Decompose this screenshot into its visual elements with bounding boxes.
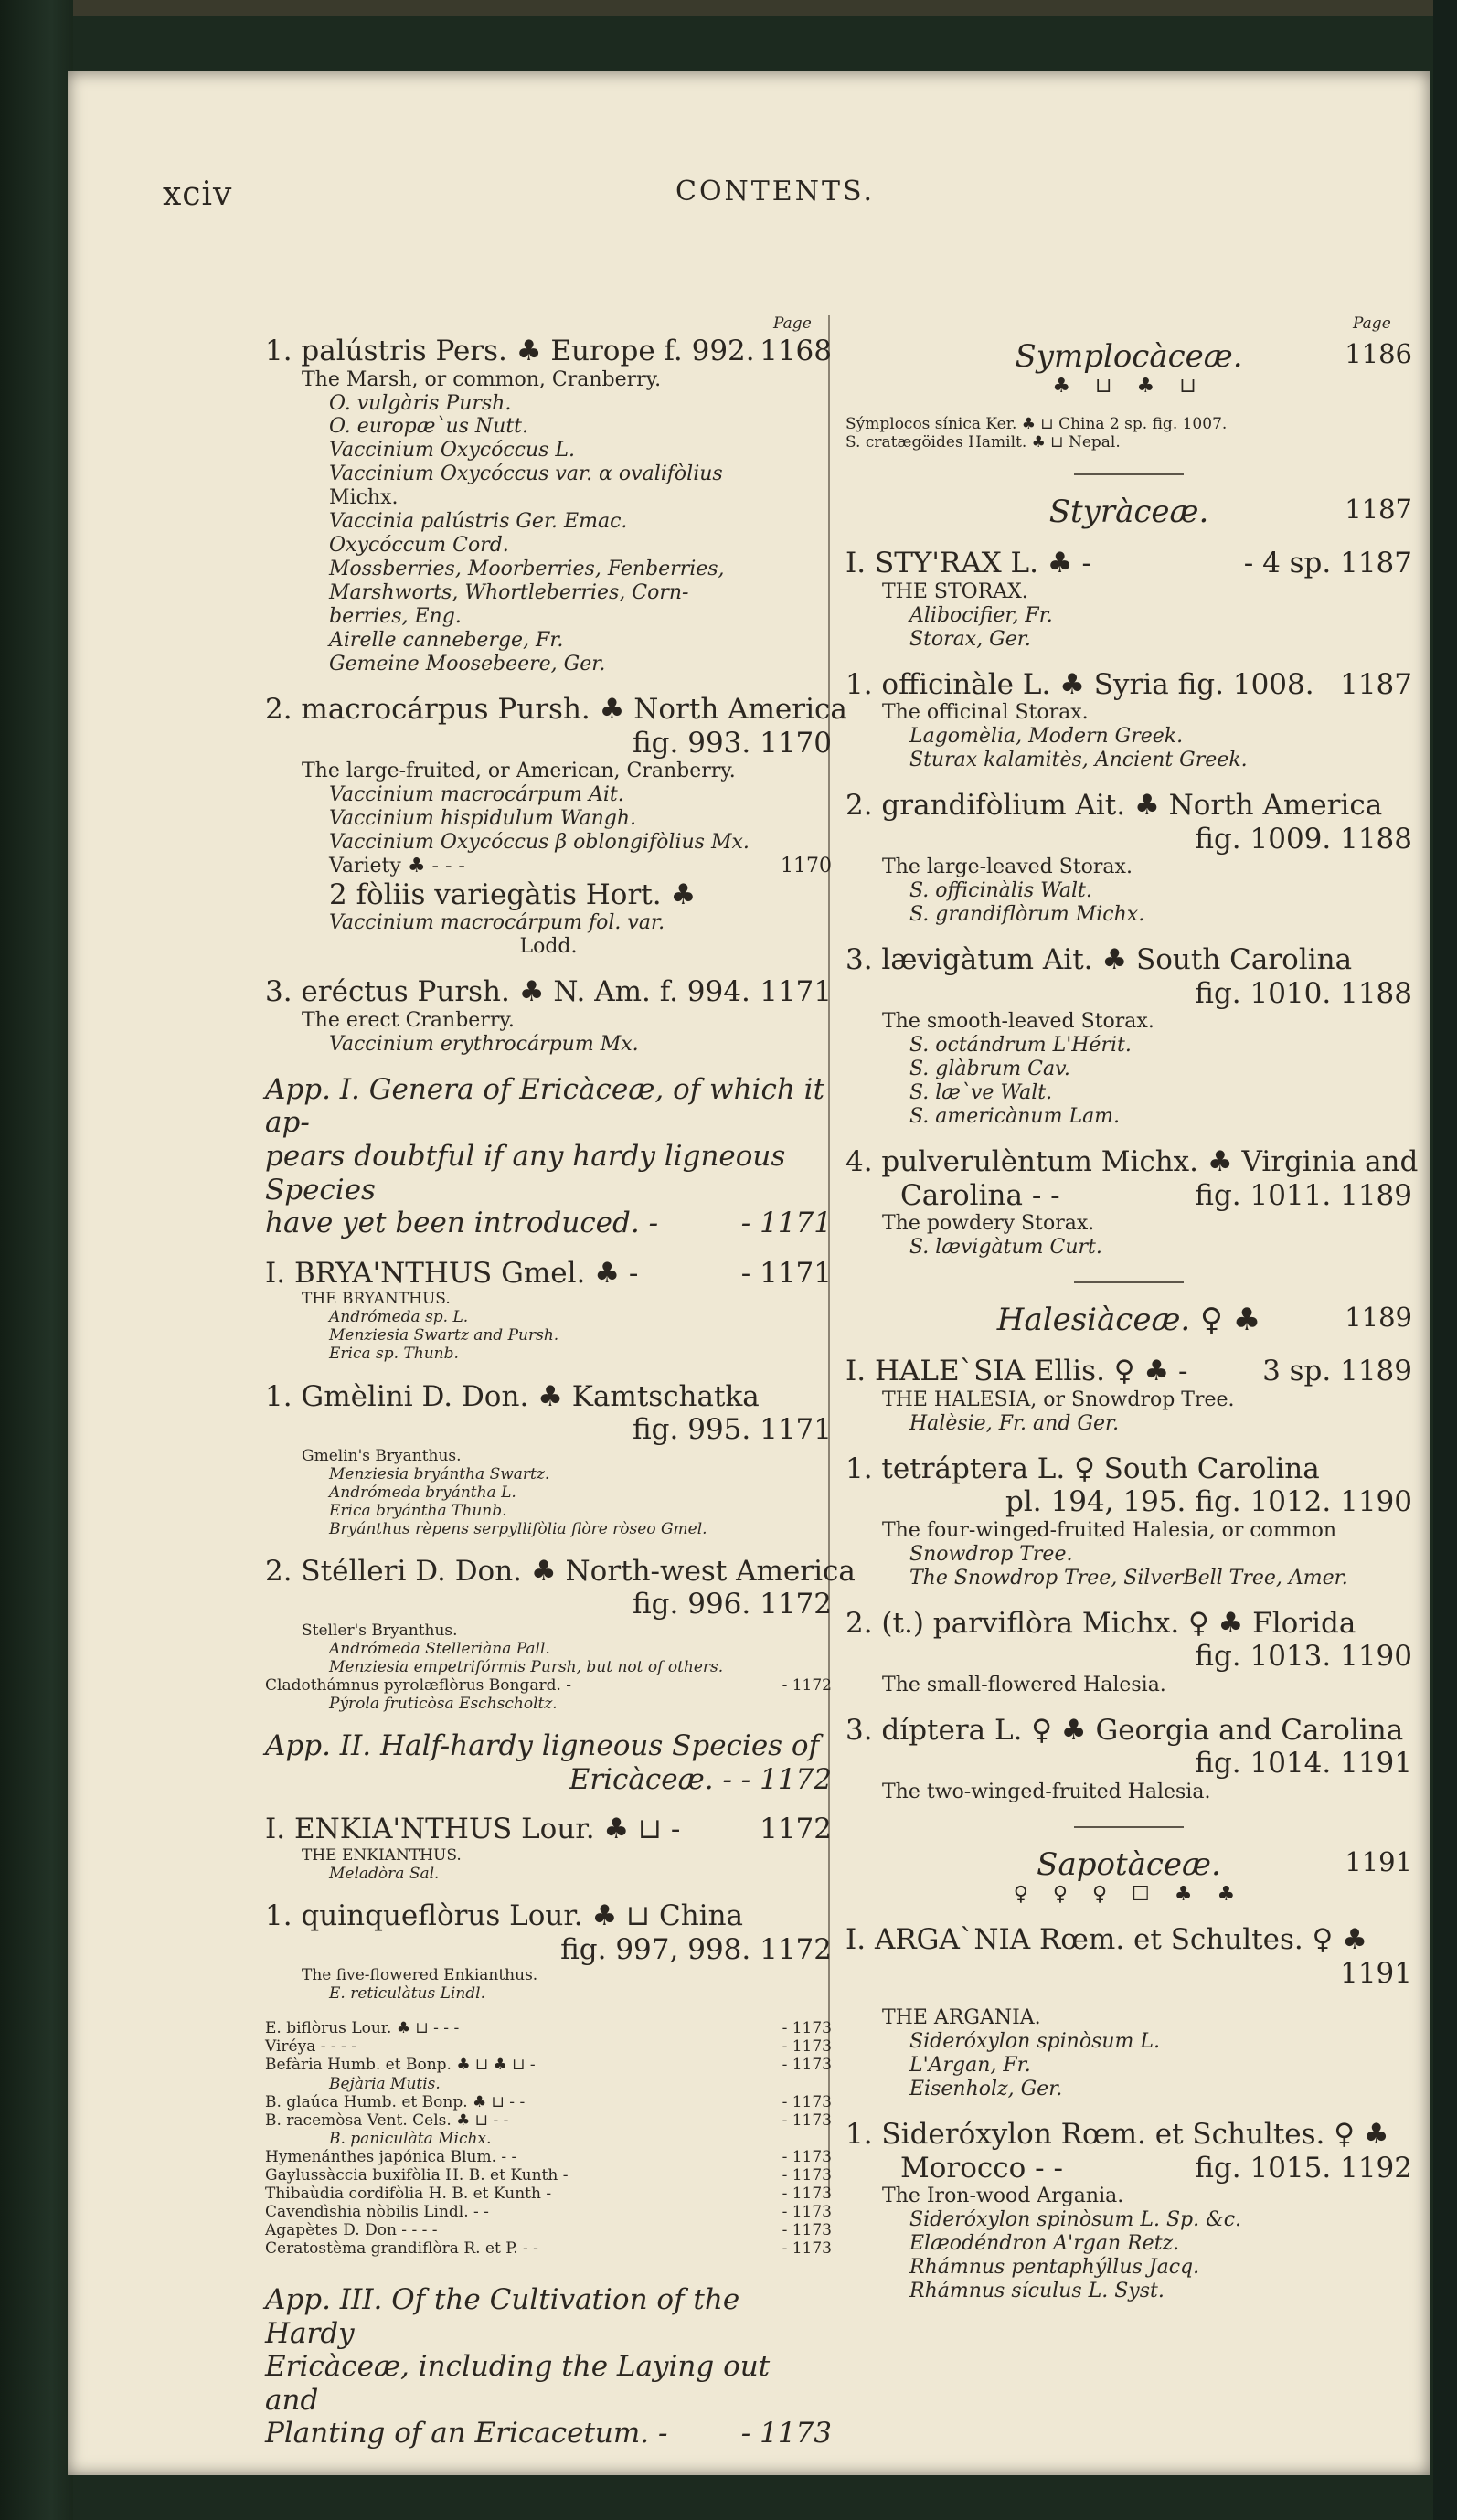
entry-page: - 1171: [740, 1207, 832, 1240]
entry-line: Menziesia empetrifórmis Pursh, but not of others.: [329, 1658, 724, 1677]
entry-row: [265, 2148, 832, 2166]
order-heading: [845, 338, 1412, 375]
entry-line: Steller's Bryanthus.: [302, 1622, 458, 1641]
entry-line: Marshworts, Whortleberries, Corn-: [329, 581, 689, 605]
page-label-left: Page: [773, 314, 812, 333]
entry-row: [845, 2152, 1412, 2185]
entry-line: Erica bryántha Thunb.: [329, 1501, 507, 1520]
entry-text: 2. (t.) parviflòra Michx. ♀ ♣ Florida: [845, 1606, 1356, 1640]
entry-row: [265, 2037, 832, 2056]
entry-line: Airelle canneberge, Fr.: [329, 629, 564, 653]
entry-line: Bejària Mutis.: [329, 2074, 441, 2093]
entry-page: fig. 993. 1170: [633, 726, 832, 760]
entry-line: The Snowdrop Tree, SilverBell Tree, Amer.: [909, 1566, 1348, 1590]
entry-page: - 1171: [740, 1256, 832, 1290]
entry-row: [265, 855, 832, 878]
scan-left-binding: [0, 0, 73, 2520]
entry-line: The Iron-wood Argania.: [882, 2185, 1124, 2208]
entry-line: The large-fruited, or American, Cranberry.: [302, 760, 736, 783]
order-page: 1186: [1345, 338, 1412, 369]
entry-row: [265, 975, 832, 1009]
entry-row: [265, 2111, 832, 2130]
spacer: [845, 1436, 1412, 1452]
entry-line: Snowdrop Tree.: [909, 1542, 1073, 1566]
spacer: [845, 1990, 1412, 2006]
entry-row: [265, 2203, 832, 2221]
entry-line: Michx.: [329, 486, 399, 510]
spacer: [845, 652, 1412, 668]
entry-row: [845, 1485, 1412, 1519]
entry-row: [845, 547, 1412, 580]
entry-page: fig. 996. 1172: [633, 1588, 832, 1622]
entry-text: 3. lævigàtum Ait. ♣ South Carolina: [845, 943, 1353, 977]
spacer: [845, 1338, 1412, 1355]
entry-line: Lagomèlia, Modern Greek.: [909, 725, 1184, 749]
entry-text: I. STY'RAX L. ♣ -: [845, 547, 1091, 580]
entry-row: [265, 1933, 832, 1967]
spacer: [845, 399, 1412, 415]
entry-page: fig. 1009. 1188: [1195, 822, 1412, 856]
entry-line: Sturax kalamitès, Ancient Greek.: [909, 749, 1248, 772]
entry-line: Menziesia bryántha Swartz.: [329, 1464, 550, 1483]
entry-page: fig. 1013. 1190: [1195, 1640, 1412, 1674]
entry-line: S. americànum Lam.: [909, 1105, 1121, 1129]
entry-row: [845, 1179, 1412, 1213]
entry-line: O. europæ`us Nutt.: [329, 415, 528, 439]
spacer: [845, 772, 1412, 789]
entry-line: Vaccinium hispidulum Wangh.: [329, 807, 637, 831]
entry-row: [265, 2056, 832, 2074]
entry-page: 1191: [1340, 1956, 1412, 1990]
entry-row: [265, 1899, 832, 1933]
entry-line: The powdery Storax.: [882, 1212, 1095, 1236]
entry-row: [845, 433, 1412, 452]
entry-text: Cladothámnus pyrolæflòrus Bongard. -: [265, 1676, 572, 1696]
entry-line: Oxycóccum Cord.: [329, 534, 509, 558]
entry-line: Vaccinium macrocárpum fol. var.: [329, 911, 665, 935]
entry-line: Storax, Ger.: [909, 627, 1031, 651]
entry-line: The erect Cranberry.: [302, 1008, 515, 1032]
entry-line: E. reticulàtus Lindl.: [329, 1984, 486, 2004]
entry-line: The small-flowered Halesia.: [882, 1673, 1166, 1696]
entry-row: [265, 1588, 832, 1622]
entry-line: S. octándrum L'Hérit.: [909, 1034, 1132, 1058]
order-name: Styràceæ.: [1048, 494, 1209, 531]
entry-line: Andrómeda bryántha L.: [329, 1483, 516, 1502]
entry-text: Gaylussàccia buxifòlia H. B. et Kunth -: [265, 2165, 569, 2185]
entry-row: [845, 415, 1412, 433]
entry-page: 1171: [760, 975, 832, 1009]
entry-line: 2 fòliis variegàtis Hort. ♣: [329, 877, 697, 911]
entry-line: berries, Eng.: [329, 605, 462, 629]
entry-line: Gmelin's Bryanthus.: [302, 1446, 462, 1465]
entry-page: - 1172: [782, 1676, 832, 1696]
order-name: Sapotàceæ.: [1037, 1845, 1221, 1883]
entry-text: I. ENKIA'NTHUS Lour. ♣ ⊔ -: [265, 1813, 681, 1846]
entry-row: [265, 2093, 832, 2111]
entry-text: Variety ♣ - - -: [329, 854, 465, 877]
entry-page: fig. 1015. 1192: [1195, 2151, 1412, 2185]
entry-page: Ericàceæ. - - 1172: [569, 1762, 832, 1796]
entry-line: The large-leaved Storax.: [882, 856, 1133, 879]
entry-row: [265, 1413, 832, 1447]
entry-line: Vaccinium Oxycóccus var. α ovalifòlius: [329, 463, 723, 486]
entry-page: - 1173: [740, 2417, 832, 2451]
order-name: Symplocàceæ.: [1015, 338, 1243, 375]
left-column: [265, 335, 856, 2451]
entry-line: Sideróxylon spinòsum L. Sp. &c.: [909, 2208, 1242, 2232]
entry-page: 1168: [760, 335, 832, 367]
entry-row: [845, 1607, 1412, 1641]
entry-row: [845, 977, 1412, 1011]
entry-text: 1. palústris Pers. ♣ Europe f. 992.: [265, 335, 755, 367]
right-column: [845, 338, 1419, 2303]
spacer: [845, 1590, 1412, 1607]
entry-line: THE BRYANTHUS.: [302, 1290, 451, 1309]
scan-right-edge: [1433, 0, 1457, 2520]
entry-page: pl. 194, 195. fig. 1012. 1190: [1005, 1485, 1412, 1519]
spacer: [845, 1697, 1412, 1714]
entry-page: - 1173: [782, 2037, 832, 2057]
entry-line: Vaccinia palústris Ger. Emac.: [329, 510, 628, 534]
entry-text: Agapètes D. Don - - - -: [265, 2220, 438, 2239]
spacer: [845, 1907, 1412, 1923]
entry-line: The two-winged-fruited Halesia.: [882, 1781, 1211, 1804]
entry-row: [845, 943, 1412, 977]
order-page: 1187: [1345, 494, 1412, 526]
entry-text: 1. Sideróxylon Rœm. et Schultes. ♀ ♣: [845, 2118, 1389, 2151]
entry-line: Vaccinium Oxycóccus β oblongifòlius Mx.: [329, 830, 750, 854]
entry-text: Cavendìshia nòbilis Lindl. - -: [265, 2202, 489, 2221]
entry-text: I. BRYA'NTHUS Gmel. ♣ -: [265, 1256, 639, 1290]
entry-text: 3. díptera L. ♀ ♣ Georgia and Carolina: [845, 1713, 1404, 1747]
spacer: [845, 927, 1412, 943]
entry-page: fig. 995. 1171: [633, 1413, 832, 1447]
entry-text: S. cratægöides Hamilt. ♣ ⊔ Nepal.: [845, 433, 1121, 452]
entry-row: [265, 2166, 832, 2185]
entry-page: - 1173: [782, 2202, 832, 2221]
entry-line: Lodd.: [519, 935, 578, 959]
entry-text: 1. quinqueflòrus Lour. ♣ ⊔ China: [265, 1899, 744, 1933]
entry-page: - 1173: [782, 2111, 832, 2130]
entry-text: Carolina - -: [900, 1178, 1060, 1212]
entry-line: Halèsie, Fr. and Ger.: [909, 1411, 1120, 1435]
entry-line: Andrómeda sp. L.: [329, 1308, 469, 1327]
entry-line: Sideróxylon spinòsum L.: [909, 2030, 1160, 2054]
entry-row: [265, 692, 847, 727]
entry-line: S. læ`ve Walt.: [909, 1081, 1053, 1105]
entry-row: [265, 1554, 856, 1589]
entry-text: 1. officinàle L. ♣ Syria fig. 1008.: [845, 667, 1314, 701]
spacer: [845, 530, 1412, 547]
entry-line: The four-winged-fruited Halesia, or common: [882, 1518, 1337, 1542]
entry-line: Vaccinium Oxycóccus L.: [329, 439, 576, 463]
entry-text: Viréya - - - -: [265, 2037, 356, 2057]
entry-row: [265, 2185, 832, 2203]
entry-text: 2. Stélleri D. Don. ♣ North-west America: [265, 1554, 856, 1588]
entry-row: [845, 1747, 1412, 1781]
entry-text: I. HALE`SIA Ellis. ♀ ♣ -: [845, 1355, 1188, 1388]
entry-line: Gemeine Moosebeere, Ger.: [329, 653, 606, 676]
entry-line: THE ENKIANTHUS.: [302, 1846, 462, 1866]
entry-page: 1170: [781, 854, 832, 877]
entry-row: [265, 1257, 832, 1291]
entry-row: [265, 2221, 832, 2239]
entry-page: - 4 sp. 1187: [1243, 547, 1412, 580]
entry-text: I. ARGA`NIA Rœm. et Schultes. ♀ ♣: [845, 1923, 1367, 1957]
entry-line: Menziesia Swartz and Pursh.: [329, 1326, 559, 1345]
entry-line: Andrómeda Stelleriàna Pall.: [329, 1640, 550, 1659]
entry-page: - 1173: [782, 2165, 832, 2185]
entry-line: Rhámnus sículus L. Syst.: [909, 2279, 1165, 2302]
section-rule: [1074, 1281, 1184, 1283]
entry-row: [265, 1380, 832, 1414]
entry-row: [265, 1676, 832, 1695]
entry-text: 3. eréctus Pursh. ♣ N. Am. f. 994.: [265, 975, 750, 1009]
entry-text: E. biflòrus Lour. ♣ ⊔ - - -: [265, 2019, 460, 2038]
entry-page: fig. 1014. 1191: [1195, 1747, 1412, 1781]
entry-page: fig. 997, 998. 1172: [560, 1932, 832, 1966]
page-number: xciv: [163, 175, 233, 213]
entry-page: fig. 1011. 1189: [1195, 1178, 1412, 1212]
entry-line: App. III. Of the Cultivation of the Hardy: [265, 2282, 740, 2350]
entry-line: The five-flowered Enkianthus.: [302, 1966, 538, 1985]
page-header: [163, 175, 1388, 221]
entry-row: [845, 1355, 1412, 1388]
entry-line: Alibocifier, Fr.: [909, 603, 1053, 627]
entry-line: The Marsh, or common, Cranberry.: [302, 367, 662, 391]
entry-line: pears doubtful if any hardy ligneous Species: [265, 1140, 786, 1207]
spacer: [265, 1713, 832, 1729]
entry-line: L'Argan, Fr.: [909, 2054, 1031, 2078]
entry-page: 1187: [1340, 667, 1412, 701]
spacer: [265, 959, 832, 975]
entry-page: - 1173: [782, 2147, 832, 2166]
entry-line: Ericàceæ, including the Laying out and: [265, 2350, 771, 2417]
entry-line: Pýrola fruticòsa Eschscholtz.: [329, 1695, 558, 1714]
section-rule: [1074, 473, 1184, 475]
entry-line: The smooth-leaved Storax.: [882, 1010, 1154, 1034]
order-heading: [845, 1302, 1412, 1338]
order-heading: [845, 494, 1412, 530]
habit-symbols: ♀ ♀ ♀ ☐ ♣ ♣: [1013, 1883, 1245, 1907]
spacer: [265, 1883, 832, 1899]
entry-row: [265, 727, 832, 760]
spacer: [265, 2258, 832, 2283]
entry-page: fig. 1010. 1188: [1195, 976, 1412, 1010]
entry-row: [265, 335, 832, 368]
entry-text: Befària Humb. et Bonp. ♣ ⊔ ♣ ⊔ -: [265, 2056, 536, 2075]
entry-text: 1. tetráptera L. ♀ South Carolina: [845, 1451, 1320, 1485]
entry-line: THE HALESIA, or Snowdrop Tree.: [882, 1388, 1235, 1411]
entry-row: [265, 1763, 832, 1797]
running-head: CONTENTS.: [675, 175, 875, 207]
entry-page: - 1173: [782, 2184, 832, 2203]
entry-line: Eisenholz, Ger.: [909, 2078, 1063, 2101]
spacer: [265, 1364, 832, 1380]
entry-page: - 1173: [782, 2019, 832, 2038]
entry-text: Thibaùdia cordifòlia H. B. et Kunth -: [265, 2184, 552, 2203]
entry-page: - 1173: [782, 2092, 832, 2111]
entry-row: [265, 2417, 832, 2451]
entry-line: THE ARGANIA.: [882, 2006, 1041, 2030]
entry-row: [845, 1957, 1412, 1991]
spacer: [845, 1129, 1412, 1145]
spacer: [265, 676, 832, 693]
entry-line: Bryánthus rèpens serpyllifòlia flòre ròseo Gmel.: [329, 1519, 707, 1538]
entry-line: S. glàbrum Cav.: [909, 1058, 1070, 1081]
entry-text: 2. grandifòlium Ait. ♣ North America: [845, 789, 1383, 823]
entry-row: [845, 1145, 1419, 1179]
entry-text: 1. Gmèlini D. Don. ♣ Kamtschatka: [265, 1379, 760, 1413]
entry-row: [845, 1714, 1412, 1748]
entry-line: App. II. Half-hardy ligneous Species of: [265, 1729, 820, 1763]
entry-line: Vaccinium macrocárpum Ait.: [329, 783, 624, 807]
entry-text: Planting of an Ericacetum. -: [265, 2417, 668, 2451]
entry-line: App. I. Genera of Ericàceæ, of which it ap-: [265, 1072, 825, 1140]
entry-row: [265, 2239, 832, 2258]
entry-line: S. officinàlis Walt.: [909, 879, 1092, 903]
entry-text: 2. macrocárpus Pursh. ♣ North America: [265, 692, 847, 726]
spacer: [845, 2101, 1412, 2118]
entry-line: S. grandiflòrum Michx.: [909, 903, 1145, 927]
spacer: [265, 1796, 832, 1813]
entry-row: [845, 1923, 1412, 1957]
entry-row: [265, 1813, 832, 1846]
entry-row: [845, 789, 1412, 823]
entry-text: have yet been introduced. -: [265, 1207, 659, 1240]
spacer: [265, 1057, 832, 1073]
scan-top-edge: [0, 0, 1457, 16]
entry-line: B. paniculàta Michx.: [329, 2129, 492, 2148]
entry-line: Elæodéndron A'rgan Retz.: [909, 2232, 1180, 2256]
entry-page: - 1173: [782, 2220, 832, 2239]
entry-page: - 1173: [782, 2056, 832, 2075]
entry-line: O. vulgàris Pursh.: [329, 391, 512, 415]
order-page: 1189: [1345, 1302, 1412, 1334]
entry-text: Morocco - -: [900, 2151, 1063, 2185]
entry-row: [845, 1640, 1412, 1674]
entry-line: Meladòra Sal.: [329, 1865, 440, 1884]
entry-row: [265, 2019, 832, 2037]
entry-page: 3 sp. 1189: [1262, 1355, 1412, 1388]
page-label-right: Page: [1353, 314, 1391, 333]
entry-line: Rhámnus pentaphýllus Jacq.: [909, 2256, 1200, 2280]
entry-line: Mossberries, Moorberries, Fenberries,: [329, 558, 725, 581]
entry-text: Ceratostèma grandiflòra R. et P. - -: [265, 2238, 538, 2258]
order-heading: [845, 1846, 1412, 1883]
entry-line: S. lævigàtum Curt.: [909, 1236, 1102, 1260]
entry-line: The officinal Storax.: [882, 701, 1089, 725]
entry-row: [845, 823, 1412, 856]
entry-text: B. glaúca Humb. et Bonp. ♣ ⊔ - -: [265, 2092, 526, 2111]
order-name: Halesiàceæ. ♀ ♣: [996, 1302, 1261, 1339]
entry-text: Hymenánthes japónica Blum. - -: [265, 2147, 517, 2166]
entry-line: Vaccinium erythrocárpum Mx.: [329, 1032, 639, 1056]
habit-symbols: ♣ ⊔ ♣ ⊔: [1052, 375, 1206, 399]
entry-text: 4. pulverulèntum Michx. ♣ Virginia and: [845, 1145, 1419, 1179]
spacer: [265, 1538, 832, 1555]
entry-text: Sýmplocos sínica Ker. ♣ ⊔ China 2 sp. fig. 1007.: [845, 415, 1228, 434]
entry-row: [265, 1207, 832, 1240]
entry-line: Erica sp. Thunb.: [329, 1345, 459, 1364]
entry-page: 1172: [760, 1813, 832, 1846]
spacer: [265, 2003, 832, 2019]
order-page: 1191: [1345, 1845, 1412, 1877]
entry-row: [845, 2118, 1412, 2152]
section-rule: [1074, 1826, 1184, 1828]
entry-text: B. racemòsa Vent. Cels. ♣ ⊔ - -: [265, 2111, 509, 2130]
entry-row: [845, 668, 1412, 702]
entry-page: - 1173: [782, 2238, 832, 2258]
entry-row: [845, 1452, 1412, 1486]
spacer: [265, 1240, 832, 1257]
entry-line: THE STORAX.: [882, 579, 1028, 603]
